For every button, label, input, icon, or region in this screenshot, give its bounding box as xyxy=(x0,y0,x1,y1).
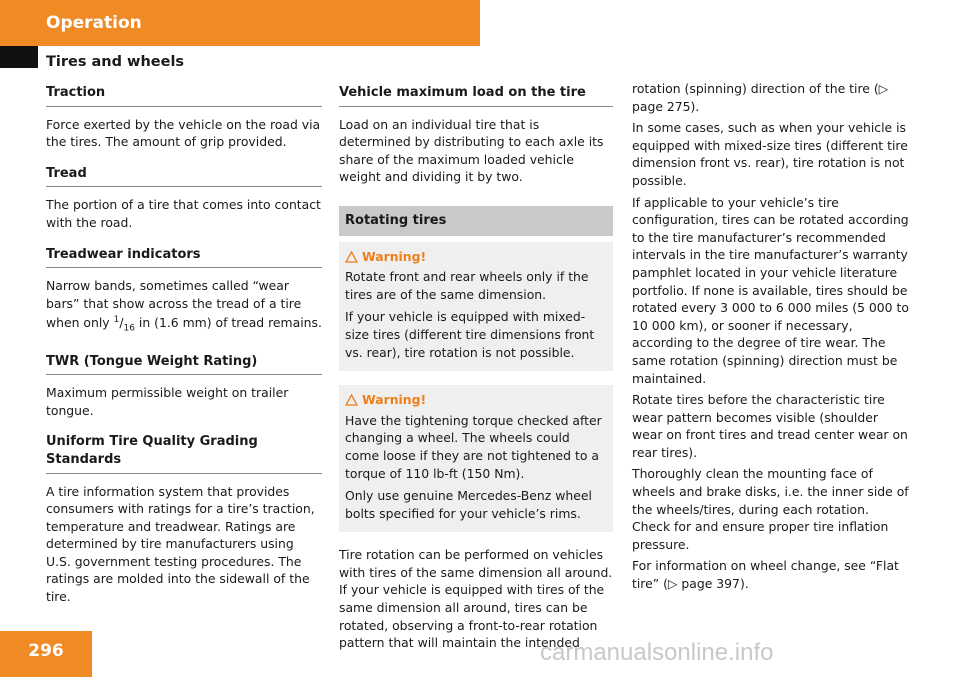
heading-traction: Traction xyxy=(46,84,322,107)
fraction-numerator: 1 xyxy=(113,315,120,326)
warning-1-text-1: Rotate front and rear wheels only if the tires are of the same dimension. xyxy=(345,269,589,302)
heading-utqg: Uniform Tire Quality Grading Standards xyxy=(46,433,322,473)
warning-2-text-2: Only use genuine Mercedes-Benz wheel bolts specified for your vehicle’s rims. xyxy=(345,488,592,521)
column-3 xyxy=(632,80,910,597)
warning-triangle-icon xyxy=(345,251,358,263)
text-twr: Maximum permissible weight on trailer tongue. xyxy=(46,385,289,418)
heading-tread: Tread xyxy=(46,165,322,188)
warning-triangle-icon xyxy=(345,394,358,406)
section-marker xyxy=(0,46,38,68)
text-vehicle-max-load: Load on an individual tire that is determined by distributing to each axle its share of the maximum loaded vehicle weight and dividing it by two. xyxy=(339,116,604,185)
treadwear-text-tail: in (1.6 mm) of tread remains. xyxy=(134,315,322,331)
warning-box-1 xyxy=(339,242,613,372)
text-tire-rotation: Tire rotation can be performed on vehicles with tires of the same dimension all around. If your vehicle is equipped with tires of the same dimension all around, tires can be rotated, observing a front-to-rear rotation pattern that will maintain the intended xyxy=(339,547,613,651)
watermark: carmanualsonline.info xyxy=(540,639,774,666)
warning-1-text-2: If your vehicle is equipped with mixed-size tires (different tire dimensions front vs. rear), tire rotation is not possible. xyxy=(345,309,595,360)
treadwear-text: Narrow bands, sometimes called “wear bars” that show across the tread of a tire when only xyxy=(46,278,302,331)
warning-2-text-1: Have the tightening torque checked after changing a wheel. The wheels could come loose if they are not tightened to a torque of 110 lb-ft (150 Nm). xyxy=(345,412,602,481)
heading-twr: TWR (Tongue Weight Rating) xyxy=(46,353,322,376)
col3-text-5: Thoroughly clean the mounting face of wheels and brake disks, i.e. the inner side of the wheels/tires, during each rotation. Check for and ensure proper tire inflation pressure. xyxy=(632,466,909,552)
column-2 xyxy=(339,80,613,666)
rotating-tires-header: Rotating tires xyxy=(339,206,613,236)
col3-text-3: If applicable to your vehicle’s tire configuration, tires can be rotated according to the tire manufacturer’s recommended intervals in the tire manufacturer’s warranty pamphlet located in your vehicle literature portfolio. If none is available, tires should be rotated every 3 000 to 6 000 miles (5 000 to 10 000 km), or sooner if necessary, according to the degree of tire wear. The same rotation (spinning) direction must be maintained. xyxy=(632,194,909,386)
chapter-header: Operation xyxy=(0,0,480,46)
warning-box-2 xyxy=(339,385,613,532)
text-treadwear: Narrow bands, sometimes called “wear bars” that show across the tread of a tire when only $^1/_{16}$ in (1.6 mm) of tread remains. xyxy=(46,278,322,334)
heading-vehicle-max-load: Vehicle maximum load on the tire xyxy=(339,84,613,107)
col3-text-6: For information on wheel change, see “Flat tire” (▷ page 397). xyxy=(632,558,899,592)
col3-text-2: In some cases, such as when your vehicle is equipped with mixed-size tires (different tire dimension front vs. rear), tire rotation is not possible. xyxy=(632,120,908,188)
text-traction: Force exerted by the vehicle on the road via the tires. The amount of grip provided. xyxy=(46,116,321,150)
col3-text-4: Rotate tires before the characteristic tire wear pattern becomes visible (shoulder wear on front tires and tread center wear on rear tires). xyxy=(632,392,908,460)
heading-treadwear: Treadwear indicators xyxy=(46,246,322,269)
section-title: Tires and wheels xyxy=(46,54,185,70)
warning-title-1 xyxy=(345,248,607,266)
text-utqg: A tire information system that provides consumers with ratings for a tire’s traction, temperature and treadwear. Ratings are determined by tire manufacturers using U.S. government testing procedures. The ratings are molded into the sidewall of the tire. xyxy=(46,483,315,605)
warning-label-1: Warning! xyxy=(362,248,427,264)
fraction-denominator: 16 xyxy=(123,323,135,334)
col3-text-1: rotation (spinning) direction of the tire (▷ page 275). xyxy=(632,81,889,114)
text-tread: The portion of a tire that comes into contact with the road. xyxy=(46,197,321,230)
column-1 xyxy=(46,80,322,620)
warning-title-2 xyxy=(345,391,607,409)
page-number: 296 xyxy=(0,631,92,677)
warning-label-2: Warning! xyxy=(362,392,427,408)
